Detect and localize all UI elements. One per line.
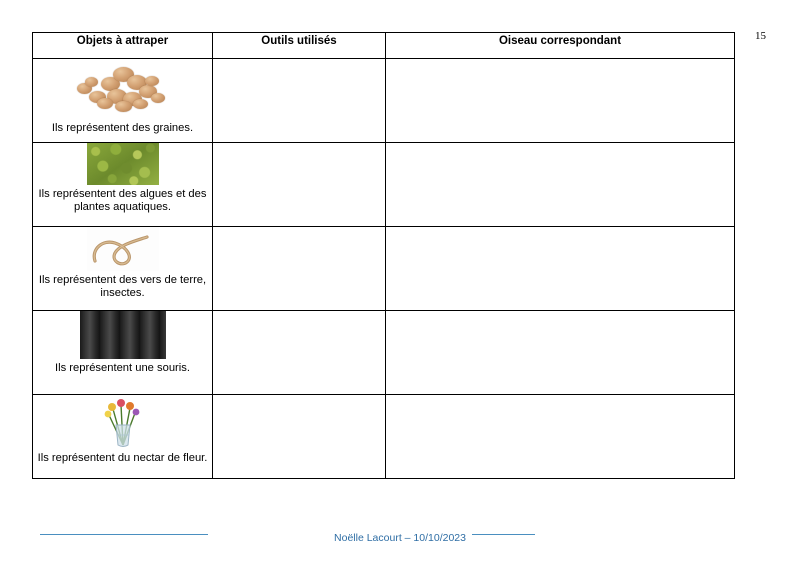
tools-cell[interactable] [213, 143, 386, 227]
object-cell [33, 311, 213, 395]
bird-cell[interactable] [386, 59, 735, 143]
object-caption: Ils représentent une souris. [55, 362, 190, 374]
bird-cell[interactable] [386, 311, 735, 395]
seeds-image [71, 59, 175, 119]
table-row [33, 59, 735, 143]
tools-cell[interactable] [213, 395, 386, 479]
tools-cell[interactable] [213, 59, 386, 143]
object-cell [33, 143, 213, 227]
footer-rule-left [40, 534, 208, 535]
table-header-row [33, 33, 735, 59]
object-caption: Ils représentent des vers de terre, insectes. [38, 274, 207, 299]
table-row [33, 143, 735, 227]
column-header-bird: Oiseau correspondant [386, 33, 735, 59]
footer-text: Noëlle Lacourt – 10/10/2023 [328, 532, 472, 544]
object-caption: Ils représentent du nectar de fleur. [37, 452, 208, 464]
page-footer [0, 528, 800, 546]
object-cell [33, 395, 213, 479]
object-caption: Ils représentent des algues et des plantes aquatiques. [38, 188, 207, 213]
object-caption: Ils représentent des graines. [51, 122, 194, 134]
table-row [33, 311, 735, 395]
bird-cell[interactable] [386, 227, 735, 311]
page-number: 15 [755, 30, 766, 42]
tools-cell[interactable] [213, 311, 386, 395]
tools-cell[interactable] [213, 227, 386, 311]
algae-image [87, 143, 159, 185]
column-header-objects: Objets à attraper [33, 33, 213, 59]
table-row [33, 227, 735, 311]
flowers-image [97, 395, 149, 449]
foam-image [80, 311, 166, 359]
table-row [33, 395, 735, 479]
object-cell [33, 59, 213, 143]
column-header-tools: Outils utilisés [213, 33, 386, 59]
worksheet-table [32, 32, 735, 479]
bird-cell[interactable] [386, 143, 735, 227]
object-cell [33, 227, 213, 311]
bird-cell[interactable] [386, 395, 735, 479]
earthworm-image [87, 227, 159, 271]
